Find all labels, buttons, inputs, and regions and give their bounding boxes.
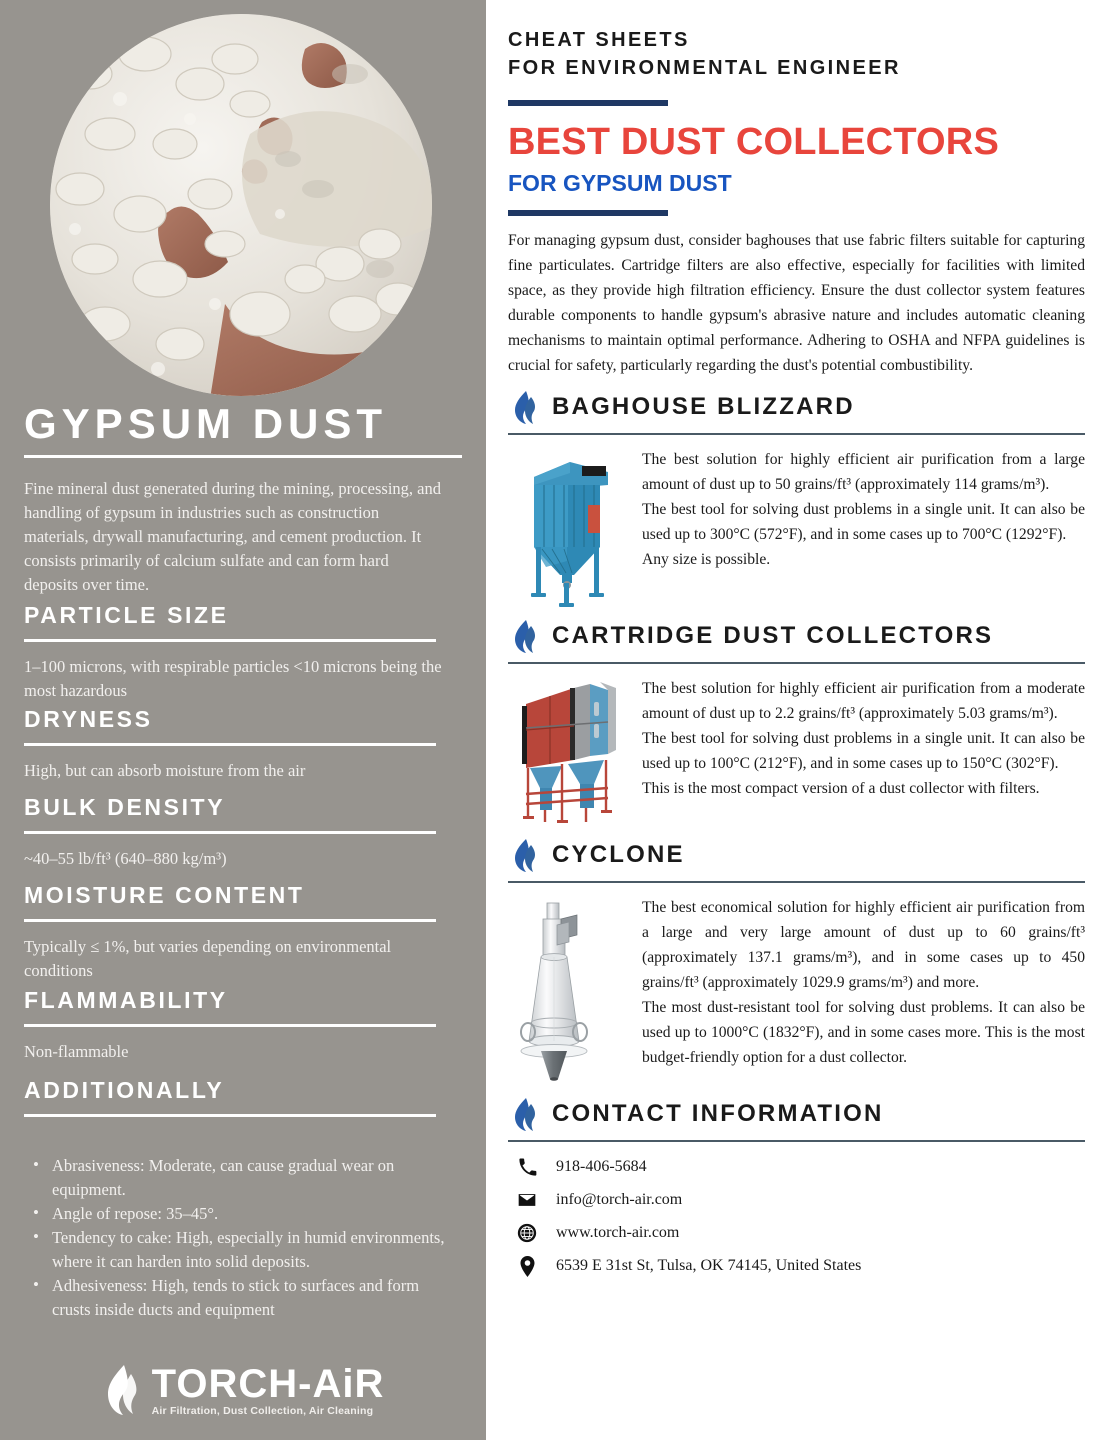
- kicker-line-1: CHEAT SHEETS: [508, 29, 690, 51]
- cyclone-collector-illustration: [508, 895, 626, 1085]
- contact-phone-text: 918-406-5684: [556, 1158, 647, 1175]
- section-paragraph: The best tool for solving dust problems in a single unit. It can also be used up to 300°C (572°F), and in some cases up to 700°C (1292°F).: [642, 501, 1085, 543]
- property-rule: [24, 743, 436, 746]
- main-content: [486, 0, 1113, 1440]
- section-header: [508, 619, 1085, 653]
- property-rule: [24, 919, 436, 922]
- logo-tagline: Air Filtration, Dust Collection, Air Cleaning: [151, 1404, 374, 1417]
- list-item: • Tendency to cake: High, especially in humid environments, where it can harden into solid deposits.: [24, 1226, 454, 1274]
- section-header: [508, 390, 1085, 424]
- property-rule: [24, 1114, 436, 1117]
- sidebar-title-rule: [24, 455, 462, 458]
- property-heading: FLAMMABILITY: [24, 987, 228, 1013]
- property-value: Non-flammable: [24, 1041, 129, 1061]
- globe-icon: [516, 1222, 538, 1244]
- property-heading: MOISTURE CONTENT: [24, 882, 305, 908]
- property-additionally: [24, 1075, 462, 1130]
- gypsum-rock-in-hand-photo: [50, 14, 432, 396]
- flame-icon: [512, 838, 538, 872]
- logo-wordmark: TORCH-AiR: [151, 1361, 385, 1406]
- property-heading: PARTICLE SIZE: [24, 602, 229, 628]
- section-paragraph: The best solution for highly efficient air purification from a large amount of dust up to 50 grains/ft³ (approximately 114 grams/m³).: [642, 451, 1085, 493]
- section-title: CYCLONE: [552, 841, 685, 868]
- list-item: • Abrasiveness: Moderate, can cause gradual wear on equipment.: [24, 1154, 454, 1202]
- section-title: CONTACT INFORMATION: [552, 1100, 884, 1127]
- flame-icon: [512, 390, 538, 424]
- section-contact-information: [508, 1097, 1085, 1277]
- kicker-line-2: FOR ENVIRONMENTAL ENGINEER: [508, 57, 901, 79]
- intro-paragraph: For managing gypsum dust, consider baghouses that use fabric filters suitable for capturing fine particulates. Cartridge filters are also effective, especially for facilities with limited space, as they provide high filtration efficiency. Ensure the dust collector system features durable components to handle gypsum's abrasive nature and includes automatic cleaning mechanisms to maintain optimal performance. Adhering to OSHA and NFPA guidelines is crucial for safety, particularly regarding the dust's potential combustibility.: [508, 232, 1085, 374]
- section-cartridge-dust-collectors: [508, 619, 1085, 826]
- section-rule: [508, 1140, 1085, 1142]
- property-value: High, but can absorb moisture from the air: [24, 760, 306, 780]
- page-subtitle: FOR GYPSUM DUST: [508, 170, 732, 196]
- location-pin-icon: [516, 1255, 538, 1277]
- property-bulk-density: [24, 792, 462, 871]
- flame-icon: [102, 1364, 142, 1416]
- section-body: [508, 676, 1085, 826]
- gypsum-photo: [50, 14, 432, 396]
- contact-website-text: www.torch-air.com: [556, 1224, 680, 1241]
- section-rule: [508, 662, 1085, 664]
- contact-email-text: info@torch-air.com: [556, 1191, 683, 1208]
- section-title: CARTRIDGE DUST COLLECTORS: [552, 622, 994, 649]
- property-heading: ADDITIONALLY: [24, 1077, 225, 1103]
- contact-website[interactable]: [508, 1222, 1085, 1244]
- contact-list: [508, 1156, 1085, 1277]
- section-rule: [508, 433, 1085, 435]
- flame-icon: [512, 619, 538, 653]
- additional-properties-list: [24, 1154, 454, 1322]
- flame-icon: [512, 1097, 538, 1131]
- sidebar-title: GYPSUM DUST: [24, 400, 388, 447]
- contact-email[interactable]: [508, 1189, 1085, 1211]
- section-text: [642, 676, 1085, 801]
- section-body: [508, 447, 1085, 607]
- property-heading: DRYNESS: [24, 706, 153, 732]
- header-top-bar: [508, 100, 668, 106]
- email-icon: [516, 1189, 538, 1211]
- section-baghouse-blizzard: [508, 390, 1085, 607]
- baghouse-collector-illustration: [508, 447, 626, 607]
- property-rule: [24, 1024, 436, 1027]
- section-title: BAGHOUSE BLIZZARD: [552, 393, 855, 420]
- section-header: [508, 1097, 1085, 1131]
- property-value: Typically ≤ 1%, but varies depending on environmental conditions: [24, 936, 392, 980]
- logo-text-block: [151, 1361, 385, 1417]
- section-paragraph: Any size is possible.: [642, 551, 771, 568]
- section-paragraph: The best solution for highly efficient air purification from a moderate amount of dust up to 2.2 grains/ft³ (approximately 5.03 grams/m³).: [642, 680, 1085, 722]
- section-paragraph: The best economical solution for highly efficient air purification from a large and very large amount of dust up to 60 grains/ft³ (approximately 137.1 grams/m³), and in some cases up to 450 grains/ft³ (approximately 1029.9 grams/m³) and more.: [642, 899, 1085, 991]
- sidebar-intro-text: Fine mineral dust generated during the mining, processing, and handling of gypsum in industries such as construction materials, drywall manufacturing, and cement production. It consists primarily of calcium sulfate and can form hard deposits over time.: [24, 479, 441, 594]
- contact-address-text: 6539 E 31st St, Tulsa, OK 74145, United States: [556, 1257, 862, 1274]
- cyclone-collector-graphic: [517, 895, 617, 1085]
- contact-phone[interactable]: [508, 1156, 1085, 1178]
- property-heading: BULK DENSITY: [24, 794, 226, 820]
- property-dryness: [24, 704, 462, 783]
- property-rule: [24, 831, 436, 834]
- sidebar: [0, 0, 486, 1440]
- section-text: [642, 895, 1085, 1070]
- section-text: [642, 447, 1085, 572]
- property-moisture-content: [24, 880, 462, 983]
- property-flammability: [24, 985, 462, 1064]
- section-paragraph: The most dust-resistant tool for solving dust problems. It can also be used up to 1000°C (1832°F), and in some cases more. This is the most budget-friendly option for a dust collector.: [642, 999, 1085, 1066]
- page-title: BEST DUST COLLECTORS: [508, 121, 999, 163]
- baghouse-collector-graphic: [512, 447, 622, 607]
- section-cyclone: [508, 838, 1085, 1085]
- cartridge-collector-illustration: [508, 676, 626, 826]
- section-paragraph: This is the most compact version of a dust collector with filters.: [642, 780, 1040, 797]
- list-item: • Angle of repose: 35–45°.: [24, 1202, 454, 1226]
- cartridge-collector-graphic: [512, 676, 622, 826]
- torch-air-logo: [0, 1361, 486, 1417]
- contact-address[interactable]: [508, 1255, 1085, 1277]
- property-value: ~40–55 lb/ft³ (640–880 kg/m³): [24, 848, 227, 868]
- section-body: [508, 895, 1085, 1085]
- phone-icon: [516, 1156, 538, 1178]
- property-value: 1–100 microns, with respirable particles <10 microns being the most hazardous: [24, 656, 442, 700]
- section-paragraph: The best tool for solving dust problems in a single unit. It can also be used up to 100°C (212°F), and in some cases up to 150°C (302°F).: [642, 730, 1085, 772]
- property-rule: [24, 639, 436, 642]
- section-rule: [508, 881, 1085, 883]
- list-item: • Adhesiveness: High, tends to stick to surfaces and form crusts inside ducts and equipment: [24, 1274, 454, 1322]
- property-particle-size: [24, 600, 462, 703]
- header-bottom-bar: [508, 210, 668, 216]
- section-header: [508, 838, 1085, 872]
